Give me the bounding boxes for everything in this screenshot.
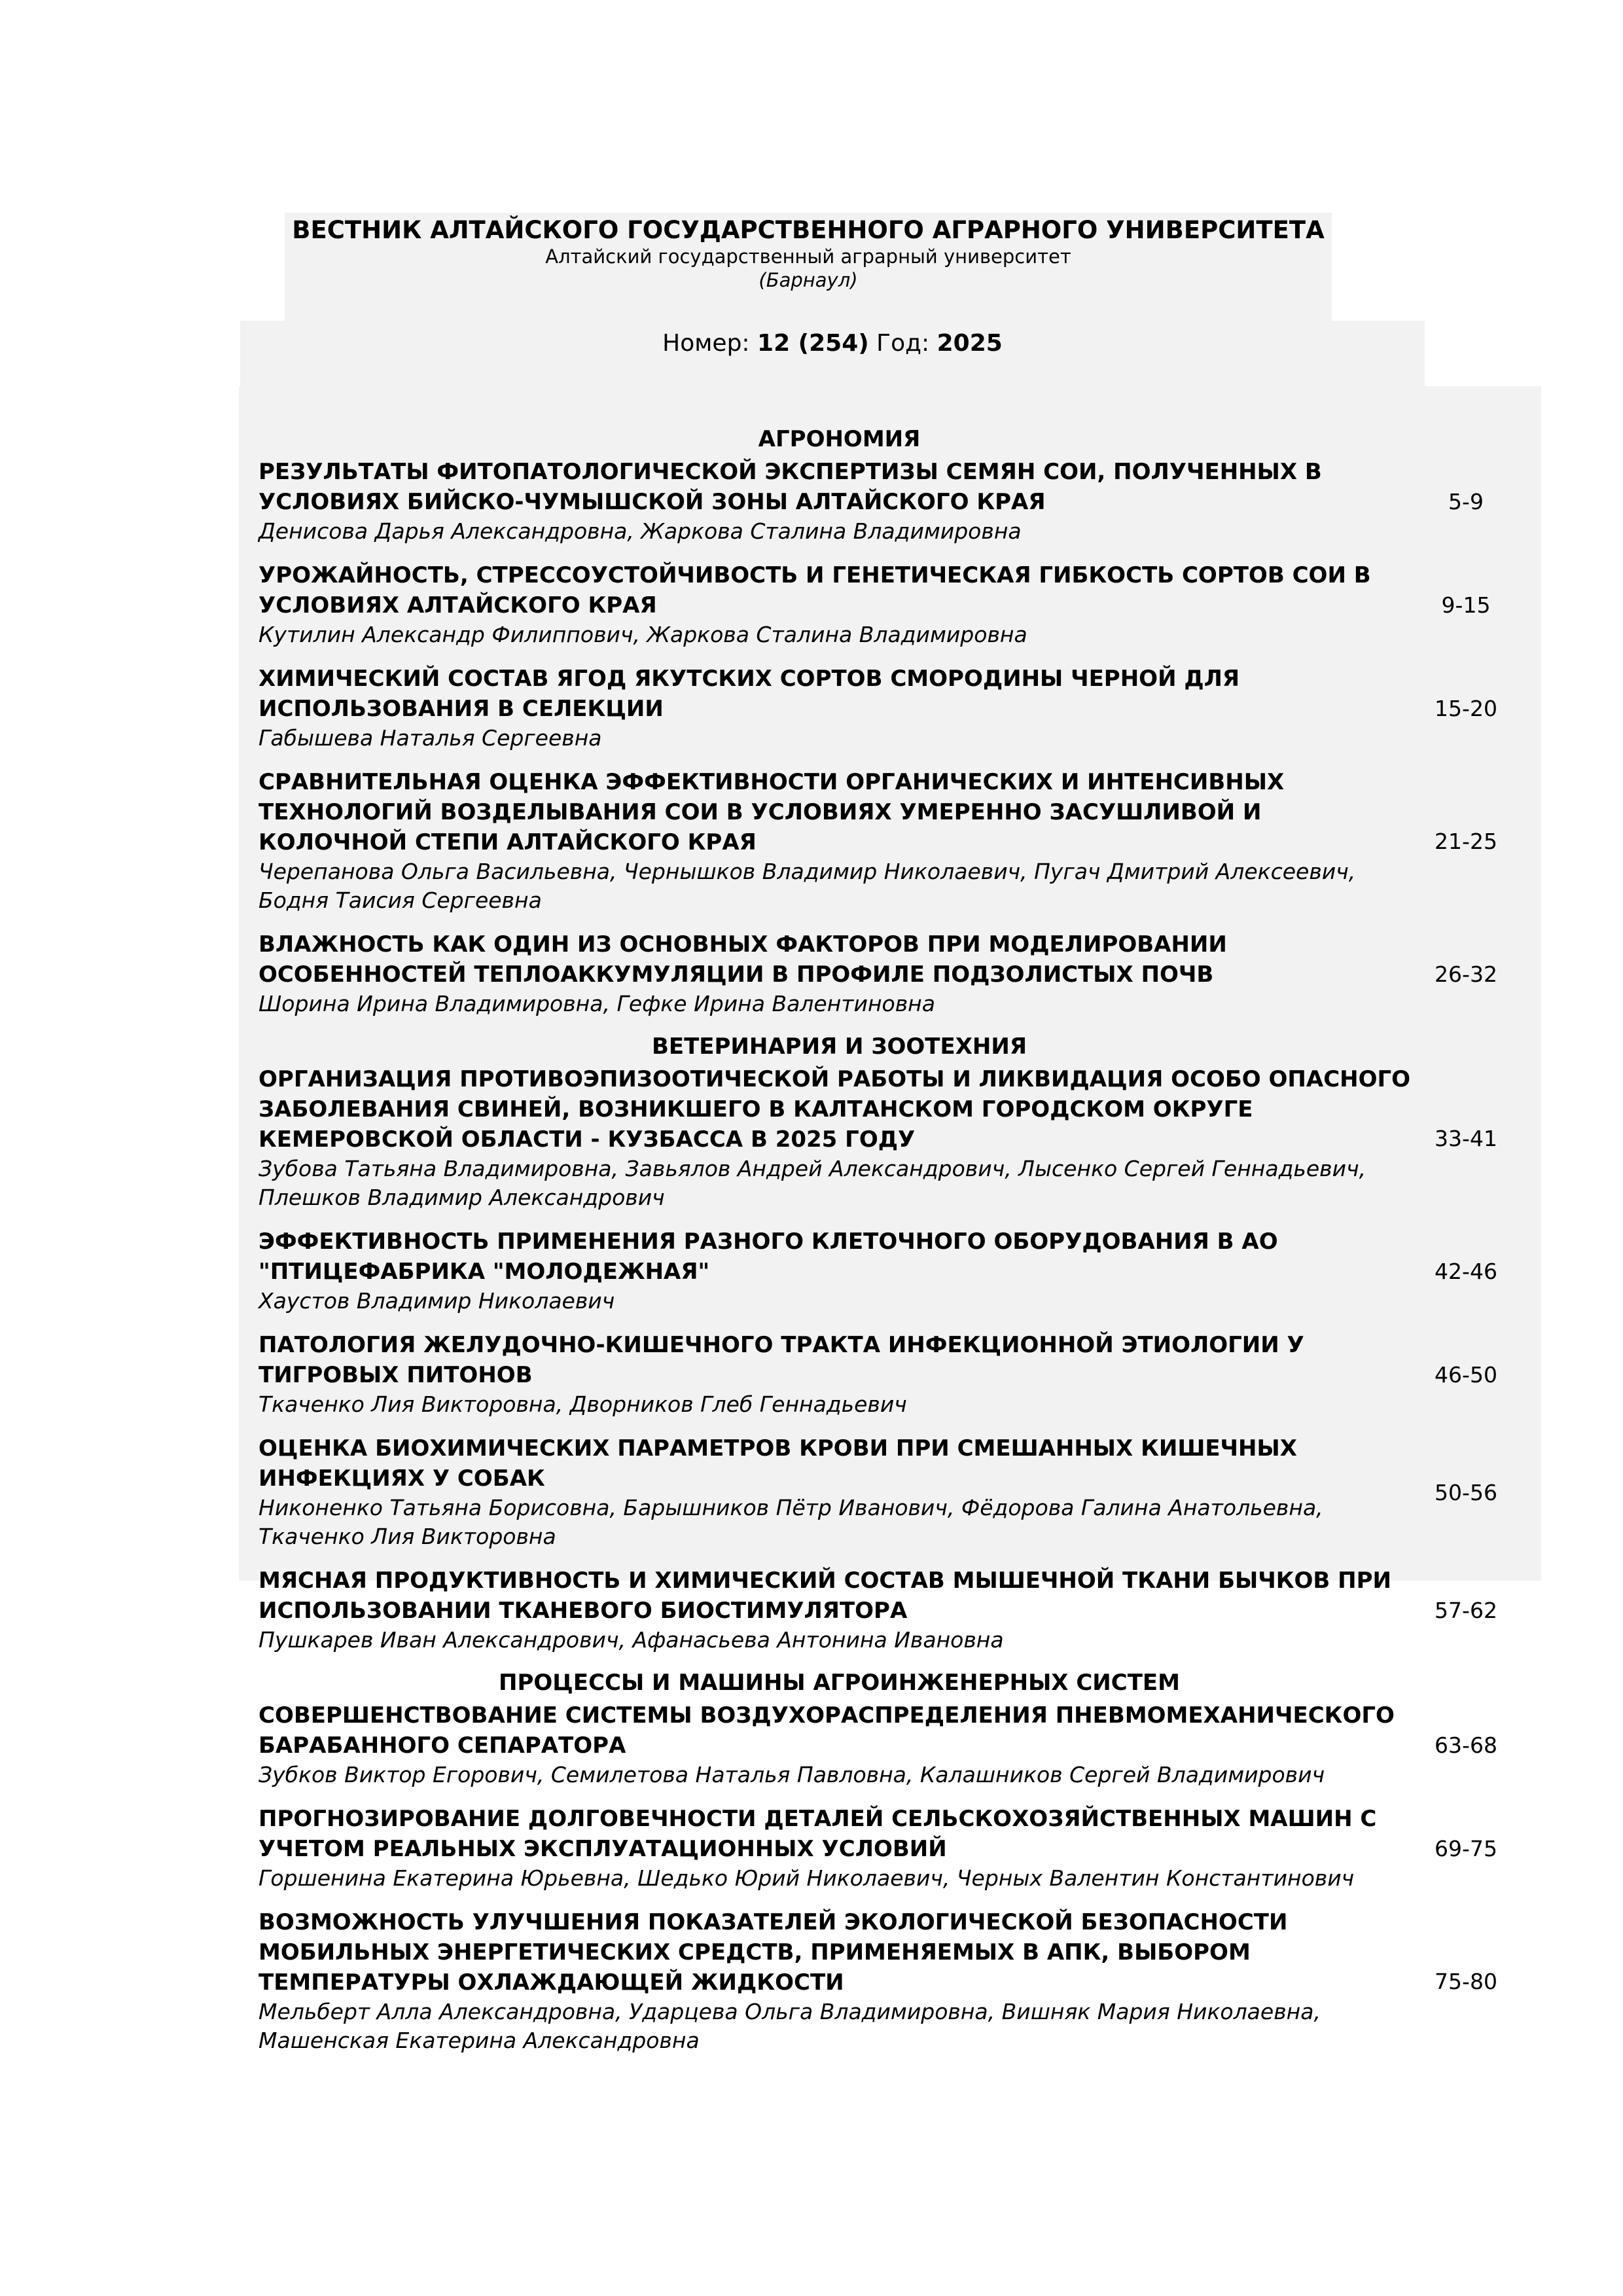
article-authors: Черепанова Ольга Васильевна, Чернышков Владимир Николаевич, Пугач Дмитрий Алексеевич, Бодня Таисия Сергеевна [259,859,1356,913]
entry-text [259,664,1417,753]
article-pages: 50-56 [1435,1479,1497,1505]
entry-text [259,767,1417,915]
article-authors: Хаустов Владимир Николаевич [259,1288,615,1314]
toc-entry [259,457,1538,546]
article-authors: Денисова Дарья Александровна, Жаркова Сталина Владимировна [259,518,1022,544]
toc-entry [259,560,1538,649]
article-pages: 9-15 [1441,592,1491,618]
toc-entry [259,1907,1538,2055]
article-title: ЭФФЕКТИВНОСТЬ ПРИМЕНЕНИЯ РАЗНОГО КЛЕТОЧНОГО ОБОРУДОВАНИЯ В АО "ПТИЦЕФАБРИКА "МОЛОДЕЖНАЯ" [259,1229,1278,1285]
toc-entry [259,1227,1538,1316]
article-authors: Ткаченко Лия Викторовна, Дворников Глеб Геннадьевич [259,1391,907,1417]
article-authors: Горшенина Екатерина Юрьевна, Шедько Юрий Николаевич, Черных Валентин Константинович [259,1865,1355,1891]
toc-entry [259,767,1538,915]
article-authors: Пушкарев Иван Александрович, Афанасьева Антонина Ивановна [259,1627,1004,1653]
table-of-contents [239,386,1541,2053]
entry-text [259,457,1417,546]
toc-entry [259,1064,1538,1212]
article-title: СРАВНИТЕЛЬНАЯ ОЦЕНКА ЭФФЕКТИВНОСТИ ОРГАНИЧЕСКИХ И ИНТЕНСИВНЫХ ТЕХНОЛОГИЙ ВОЗДЕЛЫВАНИЯ СОИ В УСЛОВИЯХ УМЕРЕННО ЗАСУШЛИВОЙ И КОЛОЧНОЙ СТЕПИ АЛТАЙСКОГО КРАЯ [259,769,1285,855]
article-title: ОЦЕНКА БИОХИМИЧЕСКИХ ПАРАМЕТРОВ КРОВИ ПРИ СМЕШАННЫХ КИШЕЧНЫХ ИНФЕКЦИЯХ У СОБАК [259,1435,1297,1492]
entry-text [259,1804,1417,1893]
article-title: МЯСНАЯ ПРОДУКТИВНОСТЬ И ХИМИЧЕСКИЙ СОСТАВ МЫШЕЧНОЙ ТКАНИ БЫЧКОВ ПРИ ИСПОЛЬЗОВАНИИ ТКАНЕВОГО БИОСТИМУЛЯТОРА [259,1568,1391,1624]
article-title: СОВЕРШЕНСТВОВАНИЕ СИСТЕМЫ ВОЗДУХОРАСПРЕДЕЛЕНИЯ ПНЕВМОМЕХАНИЧЕСКОГО БАРАБАННОГО СЕПАРАТОРА [259,1702,1395,1759]
entry-text [259,1700,1417,1789]
journal-title: ВЕСТНИК АЛТАЙСКОГО ГОСУДАРСТВЕННОГО АГРАРНОГО УНИВЕРСИТЕТА [292,216,1325,244]
toc-entry [259,1566,1538,1655]
article-title: ХИМИЧЕСКИЙ СОСТАВ ЯГОД ЯКУТСКИХ СОРТОВ СМОРОДИНЫ ЧЕРНОЙ ДЛЯ ИСПОЛЬЗОВАНИЯ В СЕЛЕКЦИИ [259,666,1240,722]
article-pages: 75-80 [1435,1968,1497,1994]
publisher-name: Алтайский государственный аграрный университет [545,245,1071,268]
article-title: ПРОГНОЗИРОВАНИЕ ДОЛГОВЕЧНОСТИ ДЕТАЛЕЙ СЕЛЬСКОХОЗЯЙСТВЕННЫХ МАШИН С УЧЕТОМ РЕАЛЬНЫХ ЭКСПЛУАТАЦИОННЫХ УСЛОВИЙ [259,1806,1377,1862]
toc-entry [259,664,1538,753]
article-pages: 21-25 [1435,828,1497,854]
toc-entry [259,1433,1538,1551]
article-pages: 69-75 [1435,1835,1497,1861]
article-authors: Никоненко Татьяна Борисовна, Барышников Пётр Иванович, Фёдорова Галина Анатольевна, Ткаченко Лия Викторовна [259,1495,1323,1549]
article-pages: 42-46 [1435,1258,1497,1284]
issue-number-label: Номер: [662,330,750,357]
article-title: РЕЗУЛЬТАТЫ ФИТОПАТОЛОГИЧЕСКОЙ ЭКСПЕРТИЗЫ СЕМЯН СОИ, ПОЛУЧЕННЫХ В УСЛОВИЯХ БИЙСКО-ЧУМЫШСКОЙ ЗОНЫ АЛТАЙСКОГО КРАЯ [259,459,1322,515]
toc-list [259,425,1538,2070]
issue-year-value: 2025 [936,330,1003,357]
entry-text [259,1227,1417,1316]
entry-text [259,1433,1417,1551]
entry-text [259,1330,1417,1419]
article-authors: Шорина Ирина Владимировна, Гефке Ирина Валентиновна [259,991,935,1016]
entry-text [259,1566,1417,1655]
article-pages: 15-20 [1435,695,1497,721]
article-title: ПАТОЛОГИЯ ЖЕЛУДОЧНО-КИШЕЧНОГО ТРАКТА ИНФЕКЦИОННОЙ ЭТИОЛОГИИ У ТИГРОВЫХ ПИТОНОВ [259,1332,1304,1388]
toc-entry [259,929,1538,1018]
issue-info [240,321,1425,386]
article-title: ОРГАНИЗАЦИЯ ПРОТИВОЭПИЗООТИЧЕСКОЙ РАБОТЫ И ЛИКВИДАЦИЯ ОСОБО ОПАСНОГО ЗАБОЛЕВАНИЯ СВИНЕЙ, ВОЗНИКШЕГО В КАЛТАНСКОМ ГОРОДСКОМ ОКРУГЕ КЕМЕРОВСКОЙ ОБЛАСТИ - КУЗБАССА В 2025 ГОДУ [259,1066,1411,1153]
article-authors: Зубова Татьяна Владимировна, Завьялов Андрей Александрович, Лысенко Сергей Геннадьевич, Плешков Владимир Александрович [259,1156,1366,1210]
article-pages: 57-62 [1435,1597,1497,1623]
issue-number-value: 12 (254) [757,330,869,357]
issue-year-label: Год: [876,330,930,357]
article-authors: Габышева Наталья Сергеевна [259,725,602,751]
entry-text [259,929,1417,1018]
toc-entry [259,1700,1538,1789]
article-title: УРОЖАЙНОСТЬ, СТРЕССОУСТОЙЧИВОСТЬ И ГЕНЕТИЧЕСКАЯ ГИБКОСТЬ СОРТОВ СОИ В УСЛОВИЯХ АЛТАЙСКОГО КРАЯ [259,562,1371,619]
article-pages: 5-9 [1448,488,1484,514]
article-pages: 46-50 [1435,1361,1497,1388]
section-heading: АГРОНОМИЯ [758,426,921,452]
article-title: ВЛАЖНОСТЬ КАК ОДИН ИЗ ОСНОВНЫХ ФАКТОРОВ ПРИ МОДЕЛИРОВАНИИ ОСОБЕННОСТЕЙ ТЕПЛОАККУМУЛЯЦИИ В ПРОФИЛЕ ПОДЗОЛИСТЫХ ПОЧВ [259,931,1227,988]
toc-entry [259,1804,1538,1893]
section-heading: ПРОЦЕССЫ И МАШИНЫ АГРОИНЖЕНЕРНЫХ СИСТЕМ [499,1670,1180,1696]
toc-entry [259,1330,1538,1419]
journal-header [285,213,1332,321]
section-heading: ВЕТЕРИНАРИЯ И ЗООТЕХНИЯ [651,1033,1027,1060]
article-pages: 33-41 [1435,1125,1497,1151]
issue-line [240,321,1425,357]
entry-text [259,1064,1417,1212]
publisher-city: (Барнаул) [758,269,858,291]
article-authors: Мельберт Алла Александровна, Ударцева Ольга Владимировна, Вишняк Мария Николаевна, Машенская Екатерина Александровна [259,1999,1321,2053]
article-authors: Зубков Виктор Егорович, Семилетова Наталья Павловна, Калашников Сергей Владимирович [259,1762,1325,1787]
article-pages: 63-68 [1435,1732,1497,1758]
entry-text [259,560,1417,649]
article-authors: Кутилин Александр Филиппович, Жаркова Сталина Владимировна [259,622,1027,647]
article-pages: 26-32 [1435,961,1497,987]
article-title: ВОЗМОЖНОСТЬ УЛУЧШЕНИЯ ПОКАЗАТЕЛЕЙ ЭКОЛОГИЧЕСКОЙ БЕЗОПАСНОСТИ МОБИЛЬНЫХ ЭНЕРГЕТИЧЕСКИХ СРЕДСТВ, ПРИМЕНЯЕМЫХ В АПК, ВЫБОРОМ ТЕМПЕРАТУРЫ ОХЛАЖДАЮЩЕЙ ЖИДКОСТИ [259,1909,1288,1996]
entry-text [259,1907,1417,2055]
